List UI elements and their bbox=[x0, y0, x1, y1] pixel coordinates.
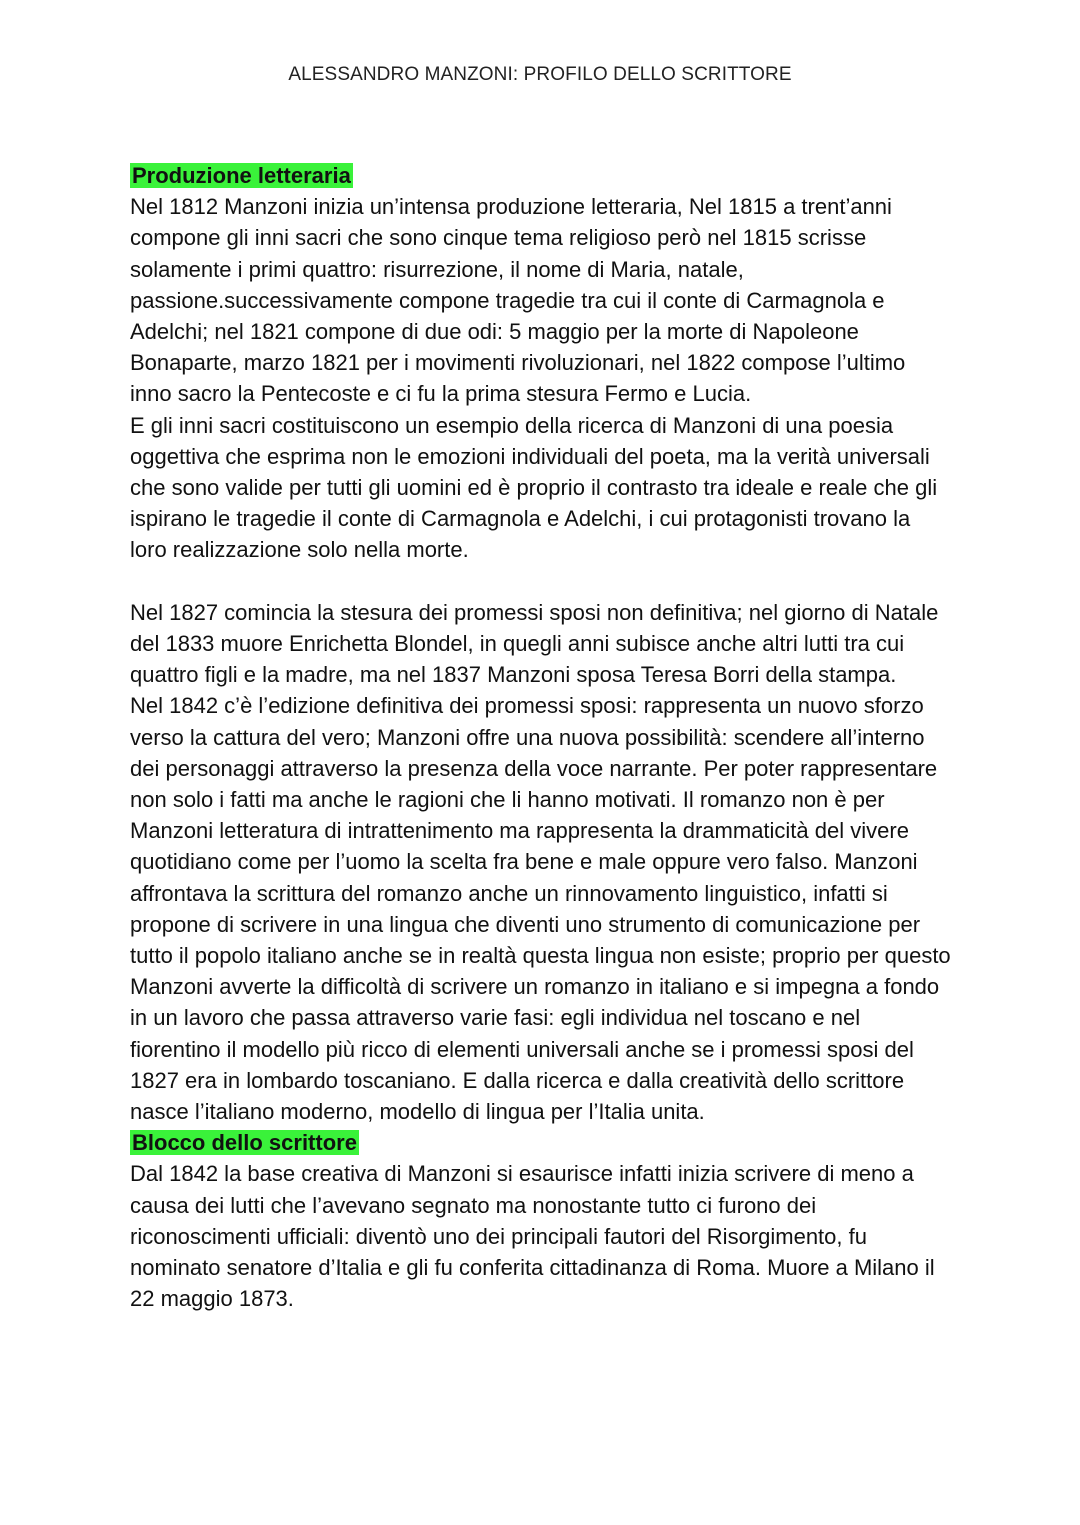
section-heading-row bbox=[130, 160, 952, 191]
paragraph-produzione-1: Nel 1812 Manzoni inizia un’intensa produzione letteraria, Nel 1815 a trent’anni compone gli inni sacri che sono cinque tema religioso però nel 1815 scrisse solamente i primi quattro: risurrezione, il nome di Maria, natale, passione.successivamente compone tragedie tra cui il conte di Carmagnola e Adelchi; nel 1821 compone di due odi: 5 maggio per la morte di Napoleone Bonaparte, marzo 1821 per i movimenti rivoluzionari, nel 1822 compose l’ultimo inno sacro la Pentecoste e ci fu la prima stesura Fermo e Lucia. bbox=[130, 194, 906, 407]
paragraph-spacer bbox=[130, 566, 952, 597]
section-heading-row bbox=[130, 1127, 952, 1158]
page-title: ALESSANDRO MANZONI: PROFILO DELLO SCRITTORE bbox=[288, 64, 792, 85]
paragraph-edizione-1842: Nel 1842 c’è l’edizione definitiva dei promessi sposi: rappresenta un nuovo sforzo verso la cattura del vero; Manzoni offre una nuova possibilità: scendere all’interno dei personaggi attraverso la presenza della voce narrante. Per poter rappresentare non solo i fatti ma anche le ragioni che li hanno motivati. Il romanzo non è per Manzoni letteratura di intrattenimento ma rappresenta la drammaticità del vivere quotidiano come per l’uomo la scelta fra bene e male oppure vero falso. Manzoni affrontava la scrittura del romanzo anche un rinnovamento linguistico, infatti si propone di scrivere in una lingua che diventi uno strumento di comunicazione per tutto il popolo italiano anche se in realtà questa lingua non esiste; proprio per questo Manzoni avverte la difficoltà di scrivere un romanzo in italiano e si impegna a fondo in un lavoro che passa attraverso varie fasi: egli individua nel toscano e nel fiorentino il modello più ricco di elementi universali anche se i promessi sposi del 1827 era in lombardo toscaniano. E dalla ricerca e dalla creatività dello scrittore nasce l’italiano moderno, modello di lingua per l’Italia unita. bbox=[130, 693, 951, 1125]
paragraph-stesura-1827: Nel 1827 comincia la stesura dei promessi sposi non definitiva; nel giorno di Natale del 1833 muore Enrichetta Blondel, in quegli anni subisce anche altri lutti tra cui quattro figli e la madre, ma nel 1837 Manzoni sposa Teresa Borri della stampa. bbox=[130, 599, 939, 688]
section-heading-produzione-letteraria: Produzione letteraria bbox=[132, 163, 351, 188]
paragraph-inni-sacri: E gli inni sacri costituiscono un esempio della ricerca di Manzoni di una poesia oggettiva che esprima non le emozioni individuali del poeta, ma la verità universali che sono valide per tutti gli uomini ed è proprio il contrasto tra ideale e reale che gli ispirano le tragedie il conte di Carmagnola e Adelchi, i cui protagonisti trovano la loro realizzazione solo nella morte. bbox=[130, 412, 938, 563]
document-body bbox=[130, 160, 952, 1314]
paragraph-blocco: Dal 1842 la base creativa di Manzoni si esaurisce infatti inizia scrivere di meno a causa dei lutti che l’avevano segnato ma nonostante tutto ci furono dei riconoscimenti ufficiali: diventò uno dei principali fautori del Risorgimento, fu nominato senatore d’Italia e gli fu conferita cittadinanza di Roma. Muore a Milano il 22 maggio 1873. bbox=[130, 1161, 935, 1312]
section-heading-blocco-dello-scrittore: Blocco dello scrittore bbox=[132, 1130, 357, 1156]
